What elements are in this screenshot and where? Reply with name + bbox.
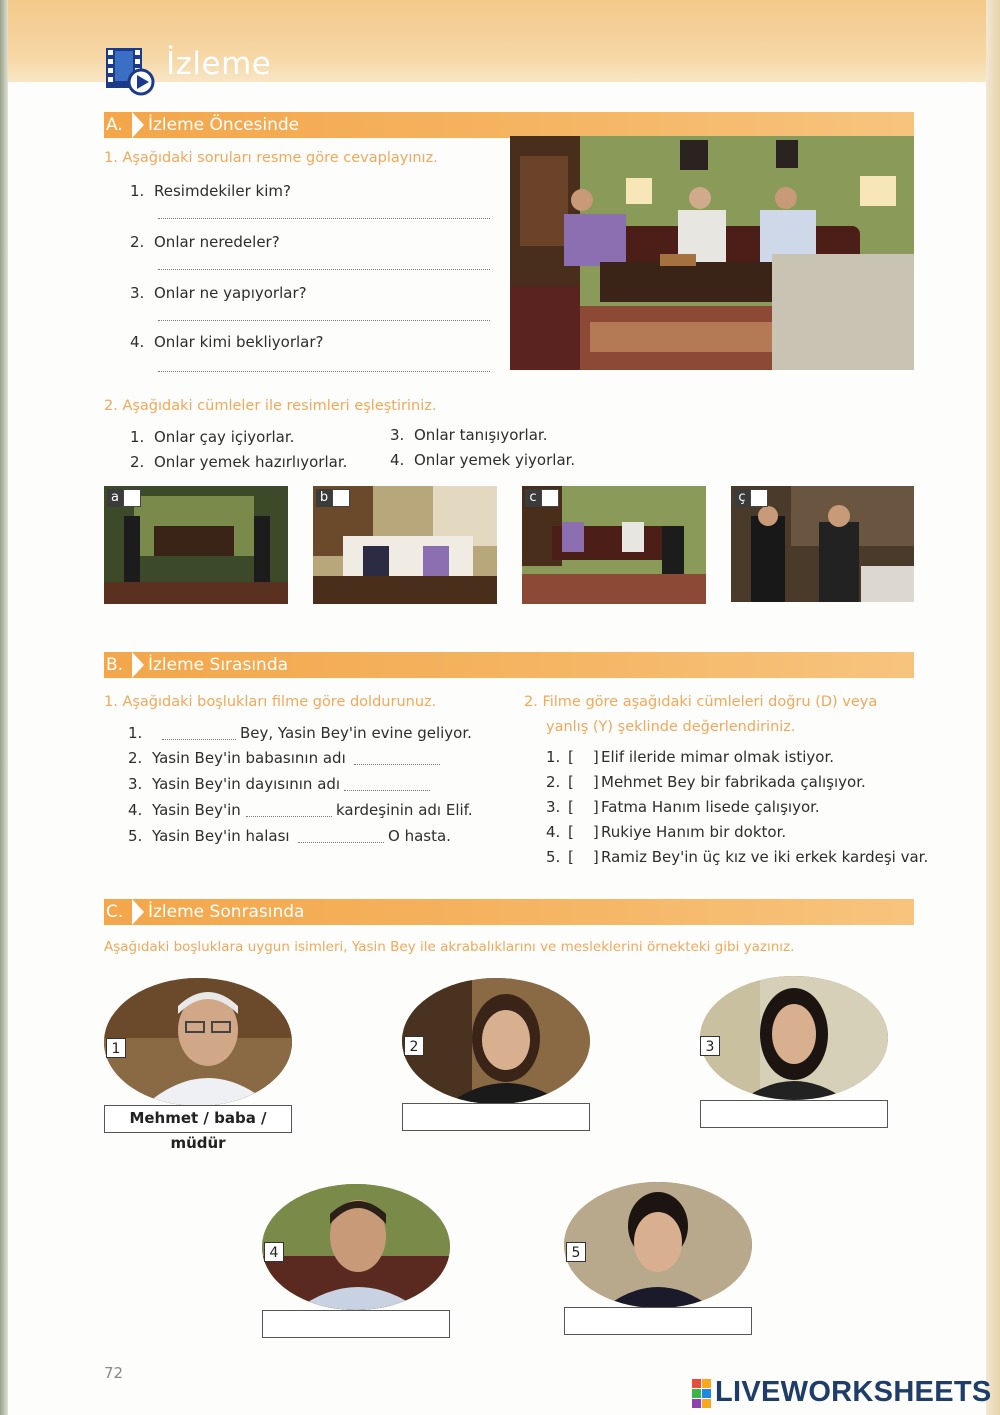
b-q2-item-4-bracket[interactable]: [ ] <box>568 823 599 841</box>
photo-b-label: b <box>316 489 332 507</box>
person-1-portrait <box>104 978 292 1106</box>
liveworksheets-brand-text: LIVEWORKSHEETS <box>715 1376 992 1408</box>
b-q1-item-5-after: O hasta. <box>388 827 451 845</box>
a-q1-item-2-num: 2. <box>130 233 145 251</box>
page-number: 72 <box>104 1364 124 1382</box>
a-q2-item-2-num: 2. <box>130 453 145 471</box>
person-3-number: 3 <box>700 1036 720 1056</box>
person-2-illustration <box>402 978 590 1104</box>
a-q1-item-1-text: Resimdekiler kim? <box>154 182 291 200</box>
a-q1-item-4-num: 4. <box>130 333 145 351</box>
b-q2-item-3-bracket[interactable]: [ ] <box>568 798 599 816</box>
b-q1-item-2-before: Yasin Bey'in babasının adı <box>152 749 346 767</box>
living-room-illustration <box>510 136 914 370</box>
a-q1-item-3-num: 3. <box>130 284 145 302</box>
photo-c-tag <box>525 489 559 507</box>
a-q1-answer-line-1[interactable] <box>158 218 490 219</box>
photo-a-answer-box[interactable] <box>123 489 141 507</box>
a-q2-item-3-text: Onlar tanışıyorlar. <box>414 426 548 444</box>
section-b-bar <box>104 652 914 678</box>
a-q2-item-3-num: 3. <box>390 426 405 444</box>
match-photo-a <box>104 486 288 604</box>
b-q2-item-2-bracket[interactable]: [ ] <box>568 773 599 791</box>
b-q2-item-5-num: 5. <box>546 848 561 866</box>
section-b-q1-instruction: 1. Aşağıdaki boşlukları filme göre doldurunuz. <box>104 694 437 710</box>
a-q1-answer-line-3[interactable] <box>158 320 490 321</box>
b-q2-item-1-text: Elif ileride mimar olmak istiyor. <box>601 748 835 766</box>
b-q2-item-5-bracket[interactable]: [ ] <box>568 848 599 866</box>
section-a-bar <box>104 112 914 138</box>
person-1-answer[interactable]: Mehmet / baba / müdür <box>104 1105 292 1133</box>
liveworksheets-logo <box>692 1376 992 1409</box>
a-q2-item-1-text: Onlar çay içiyorlar. <box>154 428 295 446</box>
a-q2-item-4-num: 4. <box>390 451 405 469</box>
person-4-number: 4 <box>264 1242 284 1262</box>
film-reel-icon <box>104 44 156 96</box>
b-q2-item-3-num: 3. <box>546 798 561 816</box>
section-a-q2-instruction: 2. Aşağıdaki cümleler ile resimleri eşleştiriniz. <box>104 398 437 414</box>
page-title: İzleme <box>166 46 272 82</box>
b-q2-item-1-num: 1. <box>546 748 561 766</box>
person-5-number: 5 <box>566 1242 586 1262</box>
a-q1-item-3-text: Onlar ne yapıyorlar? <box>154 284 307 302</box>
section-b-arrow-icon <box>132 652 144 678</box>
b-q1-item-4-num: 4. <box>128 801 143 819</box>
person-1-illustration <box>104 978 292 1106</box>
b-q1-item-1-num: 1. <box>128 724 143 742</box>
b-q1-blank-4[interactable] <box>246 816 332 817</box>
b-q1-blank-3[interactable] <box>344 790 430 791</box>
photo-a-tag <box>107 489 141 507</box>
section-a-arrow-icon <box>132 112 144 138</box>
match-photo-b <box>313 486 497 604</box>
liveworksheets-logo-icon <box>692 1379 712 1407</box>
person-4-illustration <box>262 1184 450 1310</box>
b-q2-item-2-text: Mehmet Bey bir fabrikada çalışıyor. <box>601 773 866 791</box>
b-q2-item-2-num: 2. <box>546 773 561 791</box>
a-q1-answer-line-4[interactable] <box>158 371 490 372</box>
b-q2-item-3-text: Fatma Hanım lisede çalışıyor. <box>601 798 820 816</box>
b-q1-item-3-num: 3. <box>128 775 143 793</box>
a-q1-answer-line-2[interactable] <box>158 269 490 270</box>
person-5-illustration <box>564 1182 752 1308</box>
b-q1-item-2-num: 2. <box>128 749 143 767</box>
b-q2-item-1-bracket[interactable]: [ ] <box>568 748 599 766</box>
b-q1-blank-2[interactable] <box>354 764 440 765</box>
a-q2-item-4-text: Onlar yemek yiyorlar. <box>414 451 576 469</box>
photo-cedilla-label: ç <box>734 489 750 507</box>
b-q1-item-5-before: Yasin Bey'in halası <box>152 827 290 845</box>
person-4-answer[interactable] <box>262 1310 450 1338</box>
section-a-q1-instruction: 1. Aşağıdaki soruları resme göre cevaplayınız. <box>104 150 438 166</box>
match-photo-cedilla <box>731 486 914 602</box>
section-a-letter: A. <box>106 115 123 135</box>
photo-c-answer-box[interactable] <box>541 489 559 507</box>
b-q1-blank-1[interactable] <box>162 739 236 740</box>
person-2-number: 2 <box>404 1036 424 1056</box>
page-right-edge <box>986 0 1000 1415</box>
person-2-portrait <box>402 978 590 1104</box>
header-band <box>8 0 1000 82</box>
section-c-letter: C. <box>106 902 124 922</box>
section-c-bar <box>104 899 914 925</box>
section-b-letter: B. <box>106 655 124 675</box>
match-photo-c <box>522 486 706 604</box>
person-3-portrait <box>700 976 888 1100</box>
section-b-title: İzleme Sırasında <box>148 655 289 675</box>
a-q1-item-1-num: 1. <box>130 182 145 200</box>
a-q2-item-2-text: Onlar yemek hazırlıyorlar. <box>154 453 348 471</box>
page-binding-edge <box>0 0 8 1415</box>
living-room-photo <box>510 136 914 370</box>
b-q1-item-4-after: kardeşinin adı Elif. <box>336 801 473 819</box>
photo-cedilla-tag <box>734 489 768 507</box>
b-q1-item-4-before: Yasin Bey'in <box>152 801 241 819</box>
photo-b-answer-box[interactable] <box>332 489 350 507</box>
b-q1-blank-5[interactable] <box>298 842 384 843</box>
section-b-q2-instruction-line2: yanlış (Y) şeklinde değerlendiriniz. <box>546 719 796 735</box>
b-q1-item-5-num: 5. <box>128 827 143 845</box>
b-q2-item-5-text: Ramiz Bey'in üç kız ve iki erkek kardeşi var. <box>601 848 929 866</box>
person-1-number: 1 <box>106 1038 126 1058</box>
b-q1-item-3-before: Yasin Bey'in dayısının adı <box>152 775 341 793</box>
section-c-title: İzleme Sonrasında <box>148 902 305 922</box>
section-b-q2-instruction-line1: 2. Filme göre aşağıdaki cümleleri doğru (D) veya <box>524 694 878 710</box>
a-q1-item-2-text: Onlar neredeler? <box>154 233 280 251</box>
photo-c-label: c <box>525 489 541 507</box>
b-q2-item-4-text: Rukiye Hanım bir doktor. <box>601 823 787 841</box>
a-q1-item-4-text: Onlar kimi bekliyorlar? <box>154 333 324 351</box>
b-q2-item-4-num: 4. <box>546 823 561 841</box>
person-3-answer[interactable] <box>700 1100 888 1128</box>
person-4-portrait <box>262 1184 450 1310</box>
a-q2-item-1-num: 1. <box>130 428 145 446</box>
photo-b-tag <box>316 489 350 507</box>
section-c-instruction: Aşağıdaki boşluklara uygun isimleri, Yasin Bey ile akrabalıklarını ve mesleklerini örnekteki gibi yazınız. <box>104 939 795 955</box>
person-3-illustration <box>700 976 888 1100</box>
section-a-title: İzleme Öncesinde <box>148 115 300 135</box>
photo-cedilla-answer-box[interactable] <box>750 489 768 507</box>
photo-a-label: a <box>107 489 123 507</box>
b-q1-item-1-after: Bey, Yasin Bey'in evine geliyor. <box>240 724 472 742</box>
person-5-portrait <box>564 1182 752 1308</box>
person-5-answer[interactable] <box>564 1307 752 1335</box>
section-c-arrow-icon <box>132 899 144 925</box>
person-2-answer[interactable] <box>402 1103 590 1131</box>
